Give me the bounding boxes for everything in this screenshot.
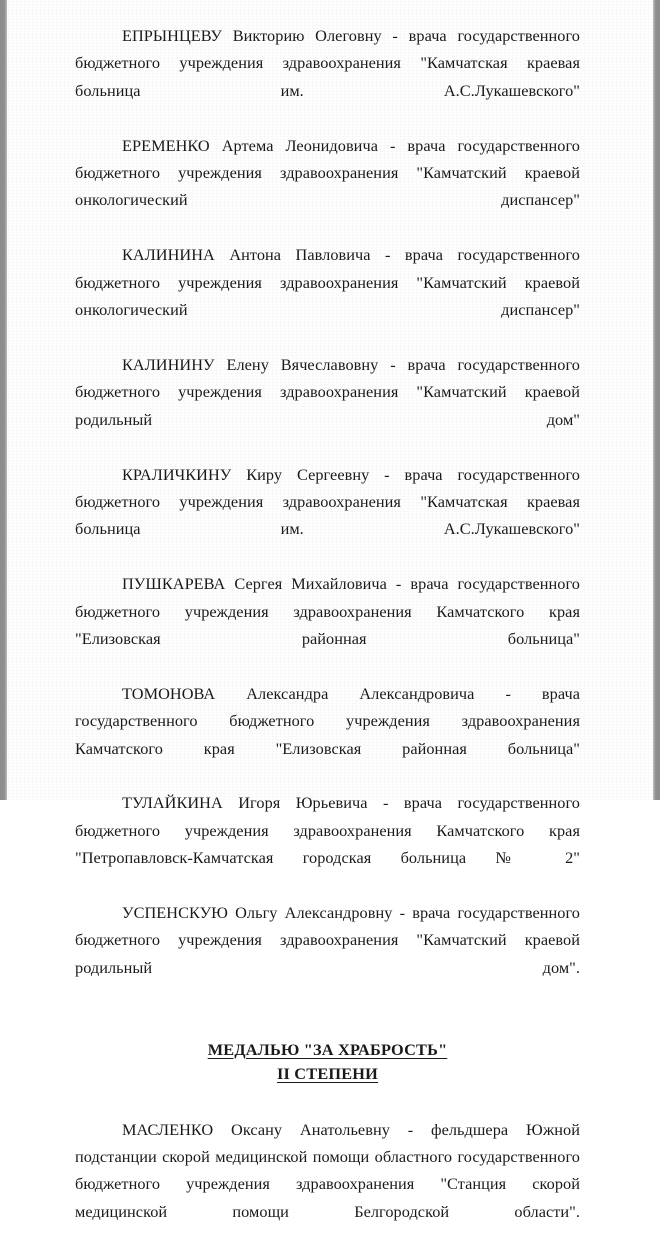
award-recipient-paragraph: УСПЕНСКУЮ Ольгу Александровну - врача государственного бюджетного учреждения здравоохранения "Камчатский краевой родильный дом". bbox=[75, 903, 580, 977]
award-recipient-paragraph: КАЛИНИНУ Елену Вячеславовну - врача государственного бюджетного учреждения здравоохранения "Камчатский краевой родильный дом" bbox=[75, 354, 580, 429]
heading-top-spacer bbox=[75, 1009, 580, 1038]
award-heading-line-1 bbox=[75, 1038, 580, 1062]
page-edge-shadow-right bbox=[653, 0, 660, 800]
page-edge-shadow-left bbox=[0, 0, 7, 800]
award-recipient-paragraph: ТОМОНОВА Александра Александровича - врача государственного бюджетного учреждения здравоохранения Камчатского края "Елизовская районная больница" bbox=[75, 683, 580, 758]
award-recipient-paragraph: КАЛИНИНА Антона Павловича - врача государственного бюджетного учреждения здравоохранения "Камчатский краевой онкологический диспансер" bbox=[75, 245, 580, 320]
award-heading-line-2 bbox=[75, 1062, 580, 1086]
award-recipient-paragraph: КРАЛИЧКИНУ Киру Сергеевну - врача государственного бюджетного учреждения здравоохранения "Камчатская краевая больница им. А.С.Лукашевского" bbox=[75, 464, 580, 539]
award-heading-line-1-text: МЕДАЛЬЮ "ЗА ХРАБРОСТЬ" bbox=[207, 1039, 448, 1059]
award-recipient-paragraph: МАСЛЕНКО Оксану Анатольевну - фельдшера Южной подстанции скорой медицинской помощи областного государственного бюджетного учреждения здравоохранения "Станция скорой медицинской помощи Белгородской области". bbox=[75, 1119, 580, 1221]
award-recipient-paragraph: ТУЛАЙКИНА Игоря Юрьевича - врача государственного бюджетного учреждения здравоохранения Камчатского края "Петропавловск-Камчатская городская больница № 2" bbox=[75, 793, 580, 868]
award-recipient-paragraph: ЕПРЫНЦЕВУ Викторию Олеговну - врача государственного бюджетного учреждения здравоохранения "Камчатская краевая больница им. А.С.Лукашевского" bbox=[75, 26, 580, 100]
award-recipient-paragraph: ЕРЕМЕНКО Артема Леонидовича - врача государственного бюджетного учреждения здравоохранения "Камчатский краевой онкологический диспансер" bbox=[75, 135, 580, 210]
award-recipient-paragraph: ПУШКАРЕВА Сергея Михайловича - врача государственного бюджетного учреждения здравоохранения Камчатского края "Елизовская районная больница" bbox=[75, 574, 580, 648]
award-section-heading bbox=[75, 1038, 580, 1086]
heading-bottom-spacer bbox=[75, 1086, 580, 1116]
award-heading-line-2-text: II СТЕПЕНИ bbox=[276, 1063, 379, 1083]
